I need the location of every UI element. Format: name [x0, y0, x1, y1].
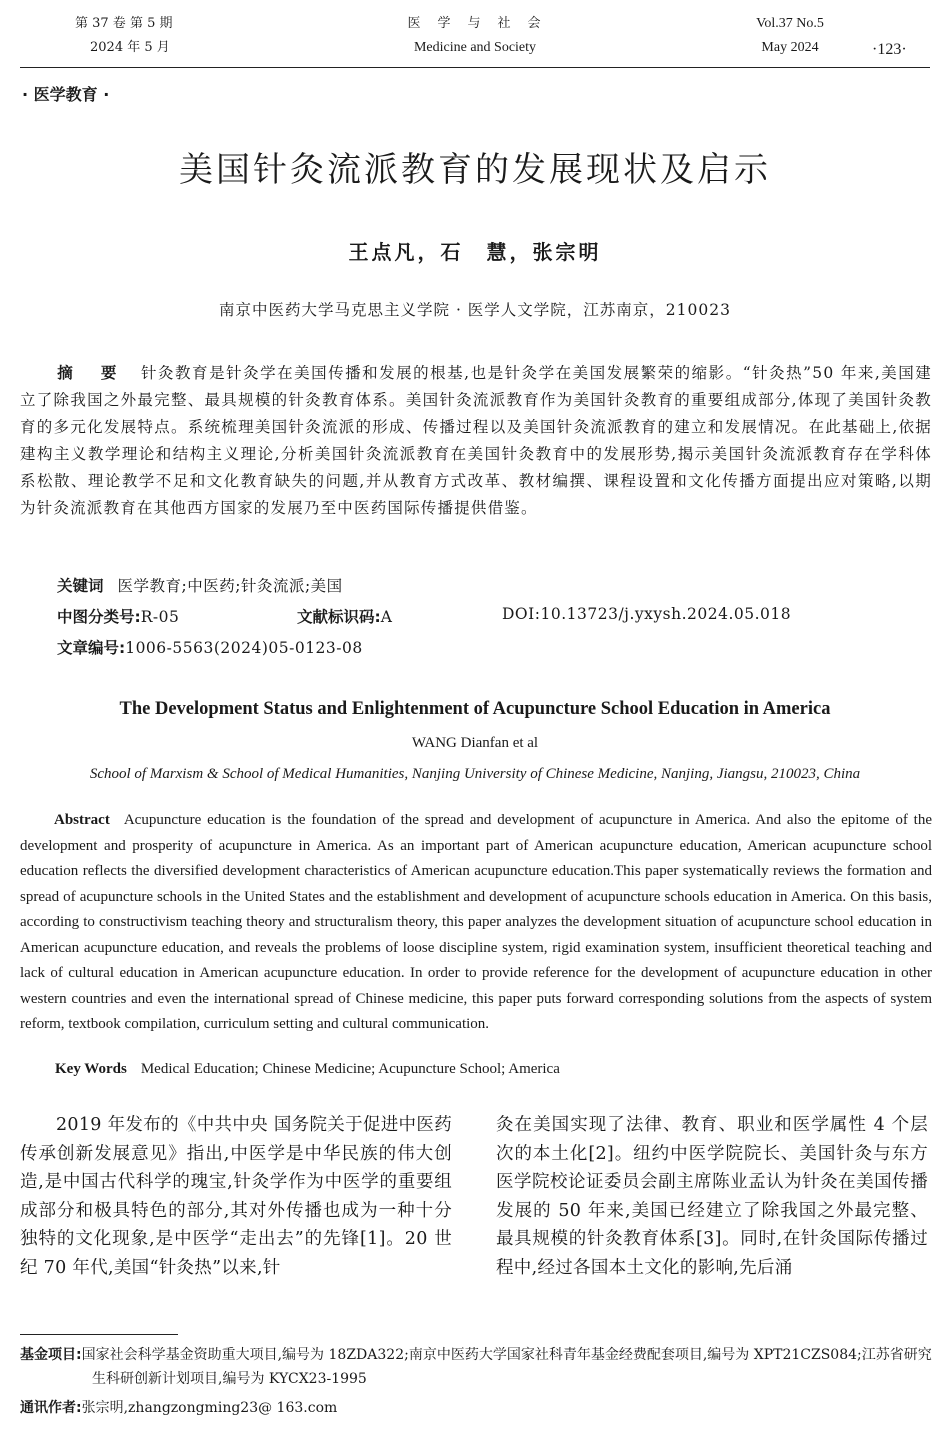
body-column-right: 灸在美国实现了法律、教育、职业和医学属性 4 个层次的本土化[2]。纽约中医学院院长、美国针灸与东方医学院校论证委员会副主席陈业孟认为针灸在美国传播发展的 50 年来,美国已经建立了除我国之外最完整、最具规模的针灸教育体系[3]。同时,在针灸国际传播过程中,经过各国本土文化的影响,先后涌 — [496, 1115, 928, 1278]
body-column-left — [20, 1111, 452, 1282]
page-number: ·123· — [872, 41, 907, 58]
footnote-rule — [20, 1334, 178, 1335]
funding-label: 基金项目: — [20, 1347, 82, 1363]
article-number-value: 1006-5563(2024)05-0123-08 — [125, 639, 363, 657]
header-volume-cn: 第 37 卷 第 5 期 — [75, 16, 173, 31]
funding-note — [20, 1343, 932, 1391]
keywords-cn — [57, 574, 343, 596]
article-number-line — [57, 636, 363, 658]
english-affiliation: School of Marxism & School of Medical Humanities, Nanjing University of Chinese Medicine, Nanjing, Jiangsu, 210023, China — [89, 766, 861, 782]
header-rule — [20, 67, 930, 68]
header-volume-en: Vol.37 No.5 — [756, 16, 824, 31]
corresponding-label: 通讯作者: — [20, 1400, 82, 1416]
doc-code-label: 文献标识码: — [297, 608, 381, 626]
doi: DOI:10.13723/j.yxysh.2024.05.018 — [502, 605, 792, 623]
english-abstract-text: Acupuncture education is the foundation of the spread and development of acupuncture in America. And also the epitome of the development and prosperity of acupuncture in America. As an important part of American acupuncture education, American acupuncture school education reflects the diversified development characteristics of American acupuncture education.This paper systematically reviews the formation and spread of acupuncture schools in the United States and the establishment and development of acupuncture schools education in America. On this basis, according to constructivism teaching theory and structuralism theory, this paper analyzes the development situation of acupuncture school education in American acupuncture education, and reveals the problems of loose discipline system, rigid examination system, insufficient theoretical teaching and lack of cultural education in American acupuncture education. In order to provide reference for the development of acupuncture education in other western countries and even the international spread of Chinese medicine, this paper puts forward corresponding solutions from the aspects of system reform, textbook compilation, curriculum setting and cultural communication. — [20, 812, 932, 1032]
funding-text: 国家社会科学基金资助重大项目,编号为 18ZDA322;南京中医药大学国家社科青年基金经费配套项目,编号为 XPT21CZS084;江苏省研究生科研创新计划项目,编号为 KYCX23-1995 — [81, 1347, 932, 1387]
english-keywords — [55, 1061, 560, 1078]
clc-line — [57, 605, 179, 627]
authors: 王点凡，石 慧，张宗明 — [348, 240, 602, 264]
clc-value: R-05 — [140, 608, 180, 626]
article-title: 美国针灸流派教育的发展现状及启示 — [179, 150, 771, 190]
english-keywords-text: Medical Education; Chinese Medicine; Acupuncture School; America — [140, 1061, 560, 1077]
doc-code-line — [297, 605, 392, 627]
english-keywords-label: Key Words — [55, 1061, 127, 1077]
abstract-cn-text: 针灸教育是针灸学在美国传播和发展的根基,也是针灸学在美国发展繁荣的缩影。“针灸热”50 年来,美国建立了除我国之外最完整、最具规模的针灸教育体系。美国针灸流派教育作为美国针灸教育的重要组成部分,体现了美国针灸教育的多元化发展特点。系统梳理美国针灸流派的形成、传播过程以及美国针灸流派教育的建立和发展情况。在此基础上,依据建构主义教学理论和结构主义理论,分析美国针灸流派教育在美国针灸教育中的发展形势,揭示美国针灸流派教育存在学科体系松散、理论教学不足和文化教育缺失的问题,并从教育方式改革、教材编撰、课程设置和文化传播方面提出应对策略,以期为针灸流派教育在其他西方国家的发展乃至中医药国际传播提供借鉴。 — [20, 364, 932, 517]
english-abstract — [20, 808, 932, 1038]
abstract-cn — [20, 360, 932, 522]
header-journal-cn: 医 学 与 社 会 — [407, 16, 543, 31]
english-title: The Development Status and Enlightenment of Acupuncture School Education in America — [119, 699, 831, 719]
abstract-cn-label: 摘 要 — [57, 364, 123, 382]
header-journal-en: Medicine and Society — [413, 40, 537, 55]
english-abstract-label: Abstract — [54, 812, 110, 828]
article-number-label: 文章编号: — [57, 639, 126, 657]
header-date-cn: 2024 年 5 月 — [90, 40, 170, 55]
body-left-text: 2019 年发布的《中共中央 国务院关于促进中医药传承创新发展意见》指出,中医学是中华民族的伟大创造,是中国古代科学的瑰宝,针灸学作为中医学的重要组成部分和极具特色的部分,其对外传播也成为一种十分独特的文化现象,是中医学“走出去”的先锋[1]。20 世纪 70 年代,美国“针灸热”以来,针 — [20, 1115, 452, 1278]
doc-code-value: A — [380, 608, 393, 626]
corresponding-text: 张宗明,zhangzongming23@ 163.com — [81, 1400, 338, 1416]
keywords-cn-text: 医学教育;中医药;针灸流派;美国 — [117, 577, 343, 595]
keywords-cn-label: 关键词 — [57, 577, 104, 595]
english-author: WANG Dianfan et al — [411, 735, 539, 751]
section-label: · 医学教育 · — [22, 85, 110, 104]
affiliation: 南京中医药大学马克思主义学院 · 医学人文学院，江苏南京，210023 — [219, 301, 731, 319]
clc-label: 中图分类号: — [57, 608, 141, 626]
corresponding-author — [20, 1396, 932, 1420]
header-date-en: May 2024 — [761, 40, 819, 55]
